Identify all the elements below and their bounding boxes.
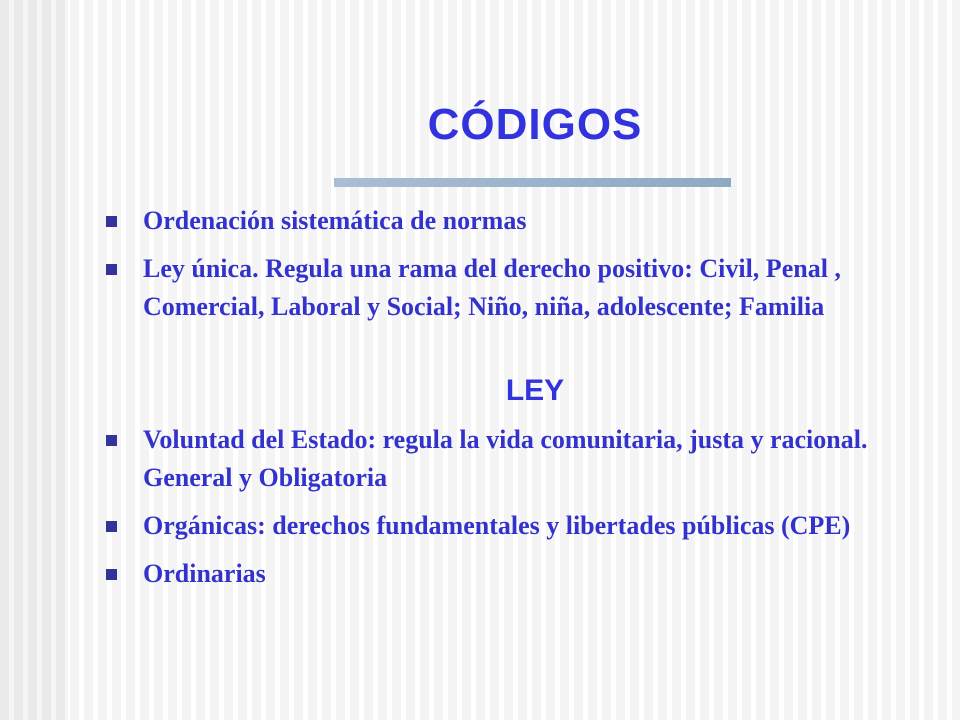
bullet-item-ordinarias: [106, 555, 906, 593]
square-bullet-icon: [106, 264, 117, 275]
bullet-text: Ley única. Regula una rama del derecho positivo: Civil, Penal , Comercial, Laboral y Social; Niño, niña, adolescente; Familia: [143, 254, 841, 321]
square-bullet-icon: [106, 521, 117, 532]
ley-bullet-list: [106, 421, 906, 603]
subheading-ley: LEY: [505, 374, 565, 407]
bullet-item-ley-unica: [106, 250, 906, 326]
bullet-item-organicas: [106, 507, 906, 545]
bullet-item-voluntad: [106, 421, 906, 497]
square-bullet-icon: [106, 216, 117, 227]
bullet-item-ordenacion: [106, 202, 906, 240]
square-bullet-icon: [106, 435, 117, 446]
bullet-text: Voluntad del Estado: regula la vida comunitaria, justa y racional. General y Obligatoria: [143, 425, 868, 492]
bullet-text: Orgánicas: derechos fundamentales y libertades públicas (CPE): [143, 511, 851, 540]
slide-title: CÓDIGOS: [427, 100, 643, 149]
square-bullet-icon: [106, 569, 117, 580]
bullet-text: Ordenación sistemática de normas: [143, 206, 527, 235]
title-underline-rule: [334, 178, 731, 187]
codigos-bullet-list: [106, 202, 906, 336]
bullet-text: Ordinarias: [143, 559, 266, 588]
